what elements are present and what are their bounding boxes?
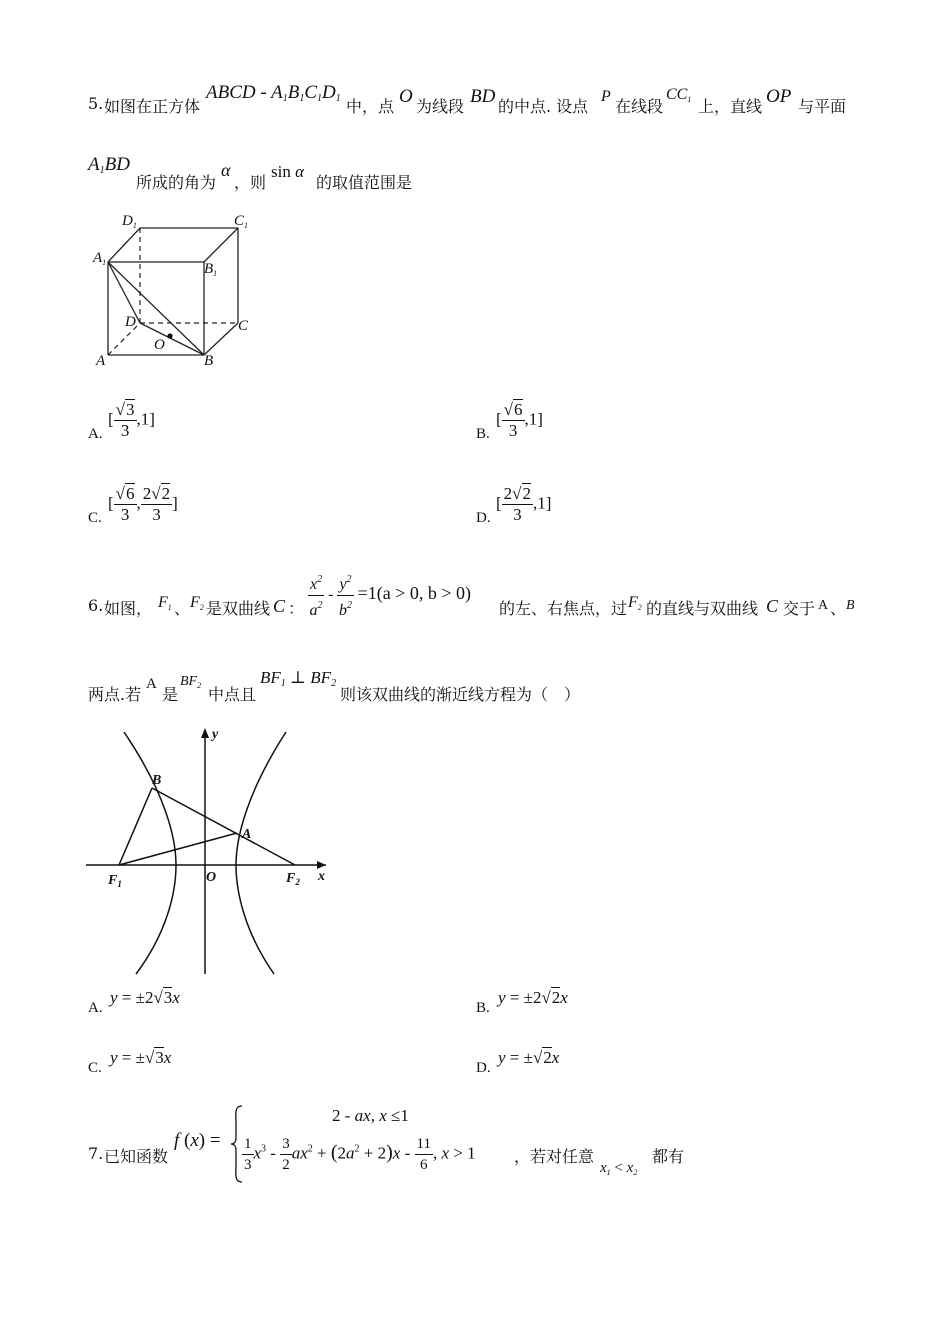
hyperbola-figure (86, 724, 336, 976)
q6-pt-a: A (146, 676, 157, 692)
q7-text: 已知函数 (104, 1147, 169, 1166)
q6-f2b: $F_2$ (628, 594, 642, 612)
q7-piece2: $\frac{1}{3}$ $x^3$ - $\frac{3}{2}$ $ax^2 + (2a^2 + 2)x$ - $\frac{11}{6}$ , x > 1 (244, 1136, 476, 1173)
q6-text: 的左、右焦点，过 (499, 599, 628, 618)
q6-text: 交于 (783, 599, 816, 618)
option-math: y = ±2√3x (110, 988, 180, 1007)
q7-text: ，若对任意 (514, 1147, 595, 1166)
q6-option-a[interactable] (88, 988, 288, 1020)
svg-text:A: A (242, 827, 252, 842)
q5-seg-bd: BD (470, 86, 496, 107)
q6-line1 (88, 566, 888, 619)
svg-text:C1: $C_1$ (234, 213, 249, 230)
option-math: y = ±2√2x (498, 988, 568, 1007)
option-label: D. (476, 510, 491, 526)
q6-f2: $F_2$ (190, 594, 204, 612)
q6-line2 (88, 666, 688, 704)
q5-sin-alpha: sin α (271, 162, 305, 181)
q5-number: 5. (88, 94, 104, 113)
q5-point-p: P (601, 88, 611, 105)
cube-figure (90, 205, 260, 375)
q5-option-c[interactable] (88, 484, 308, 534)
option-math: y = ±√2x (498, 1048, 560, 1067)
svg-text:A1: $A_1$ (93, 250, 107, 267)
q5-text: 所成的角为 (136, 173, 217, 192)
q6-text: 、 (830, 599, 847, 618)
svg-text:F2: $F_2$ (286, 871, 300, 887)
q5-text: 中，点 (346, 97, 395, 116)
q6-option-c[interactable] (88, 1048, 288, 1080)
svg-text:A: A (96, 353, 106, 369)
svg-text:y: y (212, 727, 219, 742)
option-label: B. (476, 426, 490, 442)
q5-cube-name: ABCD - $A_1B_1C_1D_1$ (206, 82, 341, 104)
q5-alpha: α (221, 160, 231, 180)
q5-line-op: OP (766, 86, 792, 107)
q5-text: 的中点. 设点 (498, 97, 589, 116)
svg-text:O: O (154, 337, 165, 353)
q6-c: C (273, 596, 286, 616)
svg-text:D: D (125, 314, 136, 330)
q6-number: 6. (88, 596, 104, 615)
option-math: [ $\frac{√6}{3}$ , $\frac{2√2}{3}$ ] (108, 484, 178, 524)
q6-pt-b: B (846, 598, 855, 613)
q5-text: ，则 (234, 173, 267, 192)
option-math: [ $\frac{√3}{3}$ ,1] (108, 400, 155, 440)
q7-cond: $x_1 < x_2$ (600, 1160, 638, 1177)
option-label: A. (88, 426, 103, 442)
q5-text: 在线段 (615, 97, 664, 116)
q5-text: 如图在正方体 (104, 97, 201, 116)
q6-option-b[interactable] (476, 988, 676, 1020)
q6-text: 、 (174, 599, 191, 618)
q5-option-a[interactable] (88, 400, 288, 450)
q6-text: 则该双曲线的渐近线方程为（ ） (340, 685, 581, 704)
q6-text: 的直线与双曲线 (646, 599, 759, 618)
q5-text: 上，直线 (698, 97, 763, 116)
q5-seg-cc1: $CC_1$ (666, 86, 692, 104)
q7-number: 7. (88, 1144, 104, 1163)
svg-text:F1: $F_1$ (108, 873, 122, 889)
q6-c: C (766, 596, 779, 616)
option-label: A. (88, 1000, 103, 1016)
q6-text: 是双曲线 (206, 599, 271, 618)
q5-text: 的取值范围是 (316, 173, 413, 192)
q6-perp: $BF_1$ ⊥ $BF_2$ (260, 668, 337, 689)
q7-line (88, 1100, 888, 1190)
q6-eq-cond: =1(a > 0, b > 0) (357, 583, 471, 604)
svg-text:x: x (318, 869, 325, 884)
option-label: C. (88, 510, 102, 526)
option-label: C. (88, 1060, 102, 1076)
option-label: B. (476, 1000, 490, 1016)
q5-option-b[interactable] (476, 400, 676, 450)
option-label: D. (476, 1060, 491, 1076)
q5-text: 为线段 (416, 97, 465, 116)
q5-plane: $A_1BD$ (88, 154, 130, 176)
option-math: [ $\frac{2√2}{3}$ ,1] (496, 484, 552, 524)
q6-text: 是 (162, 685, 179, 704)
q5-option-d[interactable] (476, 484, 676, 534)
q6-text: 如图， (104, 599, 153, 618)
svg-text:B1: $B_1$ (204, 261, 218, 278)
q7-text: 都有 (652, 1147, 685, 1166)
svg-text:O: O (206, 870, 217, 885)
svg-text:B: B (204, 353, 214, 369)
q6-option-d[interactable] (476, 1048, 676, 1080)
q7-fx: f (x) = (174, 1130, 221, 1151)
q6-equation: $\frac{x^2}{a^2}$ - $\frac{y^2}{b^2}$ =1(a > 0, b > 0) (308, 570, 471, 621)
svg-text:D1: $D_1$ (122, 213, 137, 230)
option-math: [ $\frac{√6}{3}$ ,1] (496, 400, 543, 440)
q6-text: ： (288, 599, 305, 618)
svg-text:B: B (152, 773, 162, 788)
q6-text: 两点.若 (88, 685, 142, 704)
q6-text: 中点且 (208, 685, 257, 704)
q5-point-o: O (399, 86, 413, 107)
svg-text:C: C (238, 318, 249, 334)
q6-bf2: $BF_2$ (180, 674, 202, 690)
q6-pt-a: A (818, 598, 829, 613)
q6-f1: $F_1$ (158, 594, 172, 612)
q7-piece1: 2 - ax, x ≤1 (332, 1106, 409, 1125)
option-math: y = ±√3x (110, 1048, 172, 1067)
q5-text: 与平面 (798, 97, 847, 116)
